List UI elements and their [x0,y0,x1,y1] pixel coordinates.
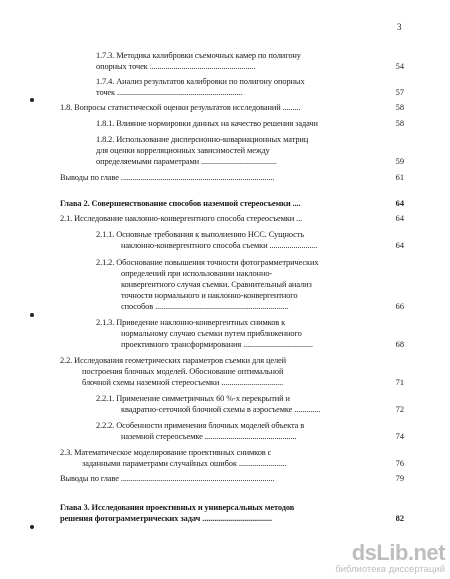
toc-line: конвергентного случая съемки. Сравнительный анализ [121,280,312,289]
toc-page-number: 74 [395,432,404,441]
toc-page-number: 64 [395,214,404,223]
toc-page-number: 64 [395,199,404,208]
toc-line: 1.8.1. Влияние нормировки данных на качество решения задачи [96,119,318,128]
toc-line: для оценки корреляционных зависимостей между [96,146,270,155]
watermark-subtitle: библиотека диссертаций [335,564,445,575]
page-number: 3 [397,22,402,32]
toc-line: точности нормального и наклонно-конвергентного [121,291,298,300]
toc-line: 2.1.1. Основные требования к выполнению НСС. Сущность [96,230,305,239]
toc-line: точек ............................................................... [96,88,243,97]
toc-page-number: 59 [395,157,404,166]
toc-line: решения фотограмметрических задач ................................... [60,514,273,523]
toc-page-number: 79 [395,474,404,483]
watermark [290,540,445,576]
toc-line: 1.7.3. Методика калибровки съемочных камер по полигону [96,51,301,60]
left-margin-dot [30,313,34,317]
toc-page-number: 58 [395,119,404,128]
toc-line: Глава 3. Исследования проективных и универсальных методов [60,503,295,512]
toc-page-number: 82 [395,514,404,523]
toc-line: квадратно-сеточной блочной схемы в аэросъемке ............. [121,405,321,414]
watermark-logo: dsLib.net [351,540,445,565]
left-margin-dot [30,98,34,102]
toc-page-number: 66 [395,302,404,311]
toc-line: 1.8. Вопросы статистической оценки результатов исследований ......... [60,103,301,112]
toc-line: Глава 2. Совершенствование способов наземной стереосъемки .... [60,199,301,208]
toc-line: блочной схемы наземной стереосъемки ............................... [82,378,284,387]
toc-line: 2.1.2. Обоснование повышения точности фотограмметрических [96,258,319,267]
toc-line: 2.1.3. Приведение наклонно-конвергентных снимков к [96,318,286,327]
toc-line: проективного трансформирования ................................... [121,340,313,349]
toc-line: Выводы по главе ............................................................................. [60,173,275,182]
toc-line: заданными параметрами случайных ошибок ........................ [82,459,287,468]
toc-line: 1.7.4. Анализ результатов калибровки по полигону опорных [96,77,305,86]
toc-page-number: 58 [395,103,404,112]
toc-page-number: 76 [395,459,404,468]
toc-line: способов ................................................................... [121,302,289,311]
toc-line: 2.2. Исследования геометрических параметров съемки для целей [60,356,287,365]
toc-page-number: 71 [395,378,404,387]
toc-line: Выводы по главе ............................................................................. [60,474,275,483]
toc-line: наклонно-конвергентного способа съемки ........................ [121,241,318,250]
toc-line: определяемыми параметрами ...................................... [96,157,277,166]
toc-line: опорных точек ..................................................... [96,62,256,71]
toc-line: 2.2.1. Применение симметричных 60 %-х перекрытий и [96,394,290,403]
toc-page-number: 72 [395,405,404,414]
toc-page-number: 64 [395,241,404,250]
toc-line: наземной стереосъемке .............................................. [121,432,297,441]
toc-line: определений при использовании наклонно- [121,269,273,278]
left-margin-dot [30,525,34,529]
toc-page-number: 54 [395,62,404,71]
toc-line: построения блочных моделей. Обоснование оптимальной [82,367,284,376]
toc-line: 2.1. Исследование наклонно-конвергентного способа стереосъемки ... [60,214,303,223]
toc-line: 2.3. Математическое моделирование проективных снимков с [60,448,272,457]
toc-line: 2.2.2. Особенности применения блочных моделей объекта в [96,421,305,430]
toc-page-number: 61 [395,173,404,182]
toc-line: 1.8.2. Использование дисперсионно-ковариационных матриц [96,135,309,144]
toc-line: нормальному случаю съемки путем приближенного [121,329,302,338]
toc-page-number: 68 [395,340,404,349]
toc-page-number: 57 [395,88,404,97]
